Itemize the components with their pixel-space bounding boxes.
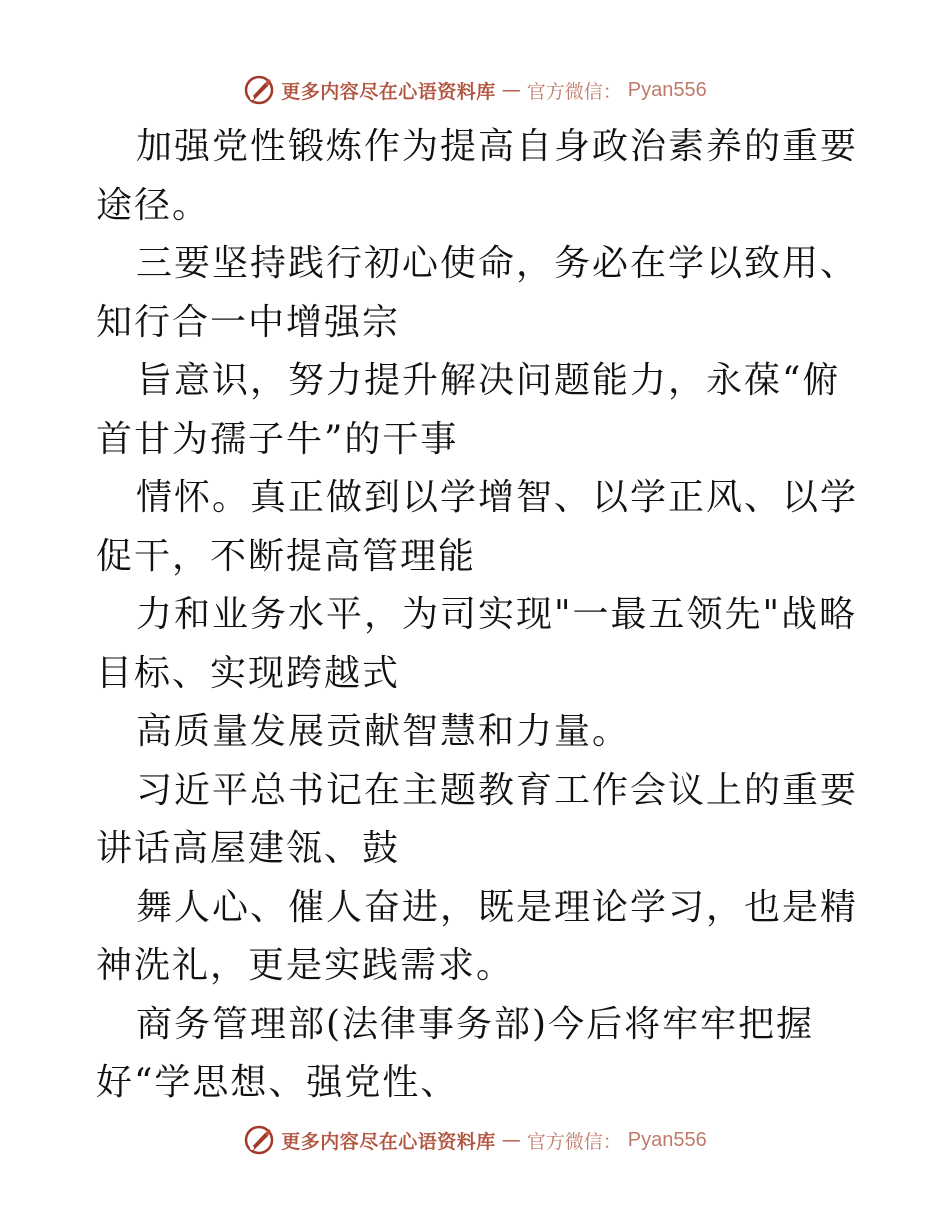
wechat-id: Pyan556 (627, 78, 707, 101)
document-body (96, 118, 866, 1113)
pen-nib-logo-icon (243, 74, 275, 106)
footer-banner (0, 1120, 950, 1160)
paragraph: 舞人心、催人奋进，既是理论学习，也是精神洗礼，更是实践需求。 (96, 886, 859, 986)
separator: — (501, 1129, 521, 1151)
official-label: 官方微信： (526, 1130, 622, 1153)
paragraph: 商务管理部(法律事务部)今后将牢牢把握好“学思想、强党性、 (96, 1003, 815, 1103)
pen-nib-logo-icon (243, 1124, 275, 1156)
separator: — (501, 79, 521, 101)
promo-text: 更多内容尽在心语资料库 (281, 1130, 496, 1153)
paragraph: 加强党性锻炼作为提高自身政治素养的重要途径。 (96, 126, 859, 226)
paragraph: 三要坚持践行初心使命，务必在学以致用、知行合一中增强宗 (96, 243, 859, 343)
paragraph: 习近平总书记在主题教育工作会议上的重要讲话高屋建瓴、鼓 (96, 769, 859, 869)
wechat-id: Pyan556 (627, 1128, 707, 1151)
paragraph: 旨意识，努力提升解决问题能力，永葆“俯首甘为孺子牛”的干事 (96, 360, 841, 460)
paragraph: 高质量发展贡献智慧和力量。 (136, 711, 631, 752)
header-banner (0, 70, 950, 110)
official-label: 官方微信： (526, 80, 622, 103)
paragraph: 情怀。真正做到以学增智、以学正风、以学促干，不断提高管理能 (96, 477, 859, 577)
promo-text: 更多内容尽在心语资料库 (281, 80, 496, 103)
paragraph: 力和业务水平，为司实现"一最五领先"战略目标、实现跨越式 (96, 594, 858, 694)
